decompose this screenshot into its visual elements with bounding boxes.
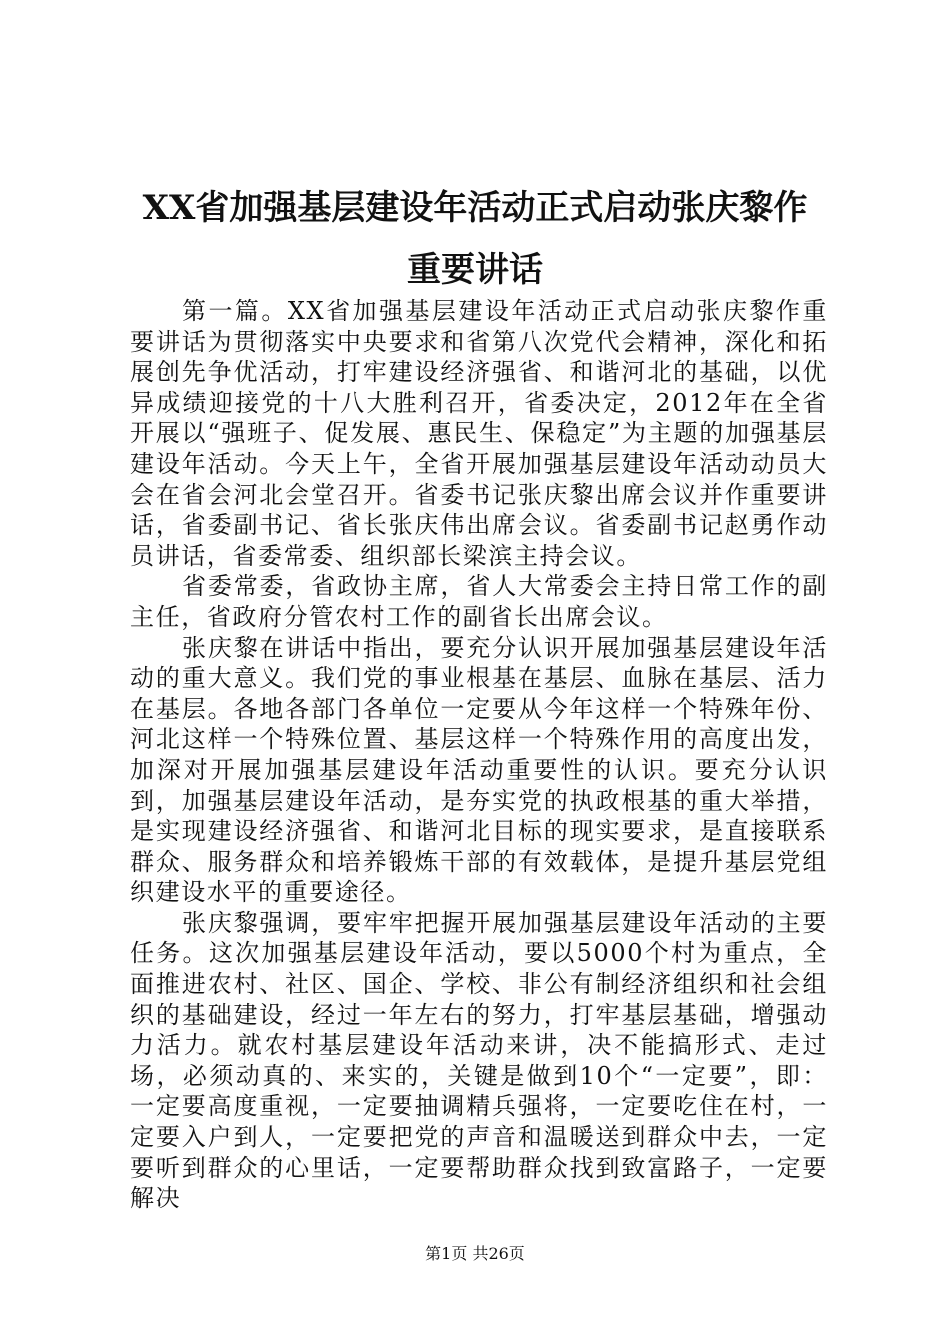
paragraph-3: 张庆黎在讲话中指出，要充分认识开展加强基层建设年活动的重大意义。我们党的事业根基在基层、血脉在基层、活力在基层。各地各部门各单位一定要从今年这样一个特殊年份、河北这样一个特殊位置、基层这样一个特殊作用的高度出发，加深对开展加强基层建设年活动重要性的认识。要充分认识到，加强基层建设年活动，是夯实党的执政根基的重大举措，是实现建设经济强省、和谐河北目标的现实要求，是直接联系群众、服务群众和培养锻炼干部的有效载体，是提升基层党组织建设水平的重要途径。 [130, 633, 828, 907]
paragraph-2: 省委常委，省政协主席，省人大常委会主持日常工作的副主任，省政府分管农村工作的副省长出席会议。 [130, 572, 828, 631]
page-footer: 第1页 共26页 [425, 1244, 525, 1263]
document-body [130, 296, 828, 1214]
document-title-line-2: 重要讲话 [407, 250, 543, 290]
document-title-line-1: XX省加强基层建设年活动正式启动张庆黎作 [142, 188, 808, 228]
paragraph-4: 张庆黎强调，要牢牢把握开展加强基层建设年活动的主要任务。这次加强基层建设年活动，要以5000个村为重点，全面推进农村、社区、国企、学校、非公有制经济组织和社会组织的基础建设，经过一年左右的努力，打牢基层基础，增强动力活力。就农村基层建设年活动来讲，决不能搞形式、走过场，必须动真的、来实的，关键是做到10个“一定要”，即：一定要高度重视，一定要抽调精兵强将，一定要吃住在村，一定要入户到人，一定要把党的声音和温暖送到群众中去，一定要听到群众的心里话，一定要帮助群众找到致富路子，一定要解决 [130, 908, 828, 1213]
paragraph-1: 第一篇。XX省加强基层建设年活动正式启动张庆黎作重要讲话为贯彻落实中央要求和省第八次党代会精神，深化和拓展创先争优活动，打牢建设经济强省、和谐河北的基础，以优异成绩迎接党的十八大胜利召开，省委决定，2012年在全省开展以“强班子、促发展、惠民生、保稳定”为主题的加强基层建设年活动。今天上午，全省开展加强基层建设年活动动员大会在省会河北会堂召开。省委书记张庆黎出席会议并作重要讲话，省委副书记、省长张庆伟出席会议。省委副书记赵勇作动员讲话，省委常委、组织部长梁滨主持会议。 [130, 297, 828, 570]
